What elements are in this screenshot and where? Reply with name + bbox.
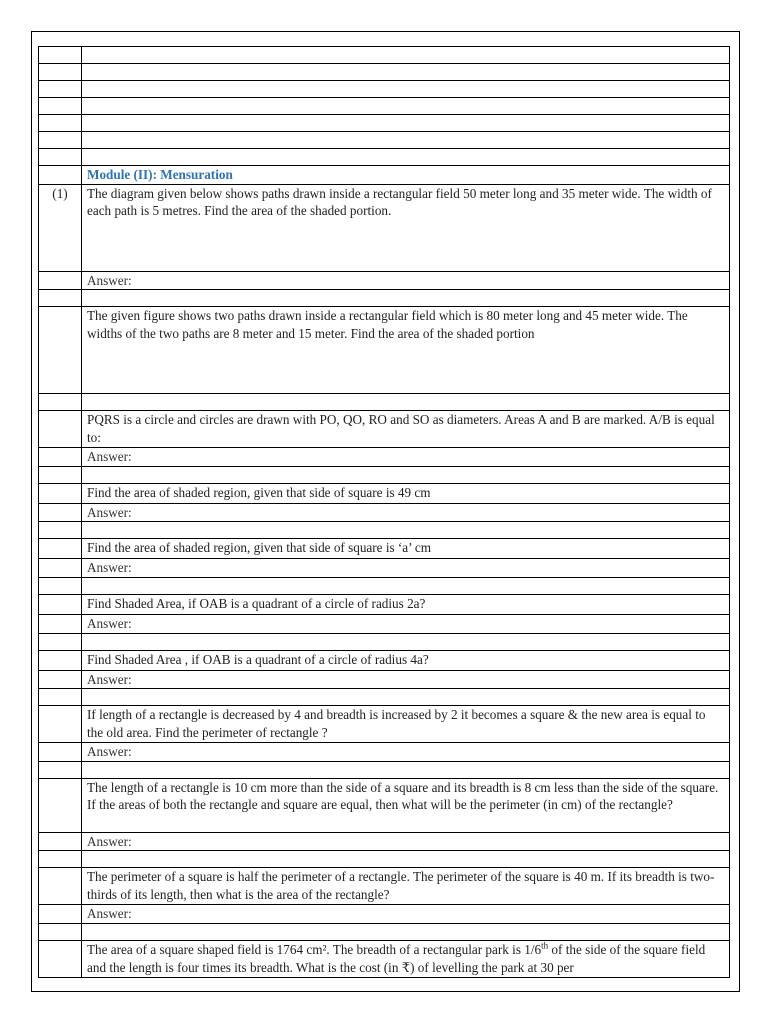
blank-row bbox=[39, 64, 730, 81]
question-number bbox=[39, 539, 82, 559]
question-number bbox=[39, 868, 82, 905]
answer-label: Answer: bbox=[82, 670, 730, 689]
question-text: The perimeter of a square is half the perimeter of a rectangle. The perimeter of the square is 40 m. If its breadth is two-thirds of its length, then what is the area of the rectangle? bbox=[82, 868, 730, 905]
answer-label: Answer: bbox=[82, 271, 730, 290]
answer-label: Answer: bbox=[82, 905, 730, 924]
answer-label: Answer: bbox=[82, 614, 730, 633]
question-number: (1) bbox=[39, 184, 82, 271]
question-row bbox=[39, 539, 730, 559]
answer-row bbox=[39, 832, 730, 851]
blank-row bbox=[39, 81, 730, 98]
question-number bbox=[39, 706, 82, 743]
blank-row bbox=[39, 466, 730, 483]
question-number bbox=[39, 778, 82, 832]
question-row bbox=[39, 307, 730, 394]
module-title: Module (II): Mensuration bbox=[82, 166, 730, 185]
question-text-part: The area of a square shaped field is 1764 cm². The breadth of a rectangular park is 1/6 bbox=[87, 941, 542, 957]
blank-row bbox=[39, 577, 730, 594]
answer-row bbox=[39, 271, 730, 290]
question-text: The given figure shows two paths drawn inside a rectangular field which is 80 meter long and 45 meter wide. The widths of the two paths are 8 meter and 15 meter. Find the area of the shaded portion bbox=[82, 307, 730, 394]
blank-row bbox=[39, 98, 730, 115]
question-number bbox=[39, 483, 82, 503]
question-row bbox=[39, 483, 730, 503]
blank-row bbox=[39, 633, 730, 650]
answer-label: Answer: bbox=[82, 503, 730, 522]
worksheet-table bbox=[38, 46, 730, 978]
module-heading-row bbox=[39, 166, 730, 185]
question-row bbox=[39, 594, 730, 614]
blank-row bbox=[39, 47, 730, 64]
question-text: The diagram given below shows paths drawn inside a rectangular field 50 meter long and 35 meter wide. The width of each path is 5 metres. Find the area of the shaded portion. bbox=[82, 184, 730, 271]
answer-label: Answer: bbox=[82, 559, 730, 578]
blank-row bbox=[39, 115, 730, 132]
question-row bbox=[39, 184, 730, 271]
blank-row bbox=[39, 761, 730, 778]
blank-row bbox=[39, 149, 730, 166]
answer-row bbox=[39, 448, 730, 467]
answer-row bbox=[39, 503, 730, 522]
question-text-part: of the side of the square field and the length is four times its breadth. What is the cost (in ₹) of levelling the park at 30 per bbox=[87, 941, 706, 975]
blank-row bbox=[39, 522, 730, 539]
answer-row bbox=[39, 743, 730, 762]
answer-row bbox=[39, 905, 730, 924]
question-text: Find the area of shaded region, given that side of square is ‘a’ cm bbox=[82, 539, 730, 559]
question-row bbox=[39, 411, 730, 448]
question-text: PQRS is a circle and circles are drawn with PO, QO, RO and SO as diameters. Areas A and B are marked. A/B is equal to: bbox=[82, 411, 730, 448]
question-text: The length of a rectangle is 10 cm more than the side of a square and its breadth is 8 cm less than the side of the square. If the areas of both the rectangle and square are equal, then what will be the perimeter (in cm) of the rectangle? bbox=[82, 778, 730, 832]
question-text: Find Shaded Area , if OAB is a quadrant of a circle of radius 4a? bbox=[82, 650, 730, 670]
question-row bbox=[39, 940, 730, 977]
question-number bbox=[39, 940, 82, 977]
question-row bbox=[39, 778, 730, 832]
question-number bbox=[39, 307, 82, 394]
question-row bbox=[39, 650, 730, 670]
answer-label: Answer: bbox=[82, 832, 730, 851]
answer-row bbox=[39, 559, 730, 578]
question-text: Find the area of shaded region, given that side of square is 49 cm bbox=[82, 483, 730, 503]
question-text bbox=[82, 940, 730, 977]
blank-row bbox=[39, 290, 730, 307]
blank-row bbox=[39, 923, 730, 940]
answer-label: Answer: bbox=[82, 448, 730, 467]
question-number bbox=[39, 650, 82, 670]
blank-row bbox=[39, 851, 730, 868]
question-row bbox=[39, 706, 730, 743]
question-number bbox=[39, 594, 82, 614]
answer-row bbox=[39, 614, 730, 633]
question-text: Find Shaded Area, if OAB is a quadrant of a circle of radius 2a? bbox=[82, 594, 730, 614]
ordinal-superscript: th bbox=[541, 940, 549, 951]
blank-row bbox=[39, 394, 730, 411]
answer-label: Answer: bbox=[82, 743, 730, 762]
blank-row bbox=[39, 689, 730, 706]
question-number bbox=[39, 411, 82, 448]
question-text: If length of a rectangle is decreased by 4 and breadth is increased by 2 it becomes a square & the new area is equal to the old area. Find the perimeter of rectangle ? bbox=[82, 706, 730, 743]
blank-row bbox=[39, 132, 730, 149]
question-row bbox=[39, 868, 730, 905]
answer-row bbox=[39, 670, 730, 689]
